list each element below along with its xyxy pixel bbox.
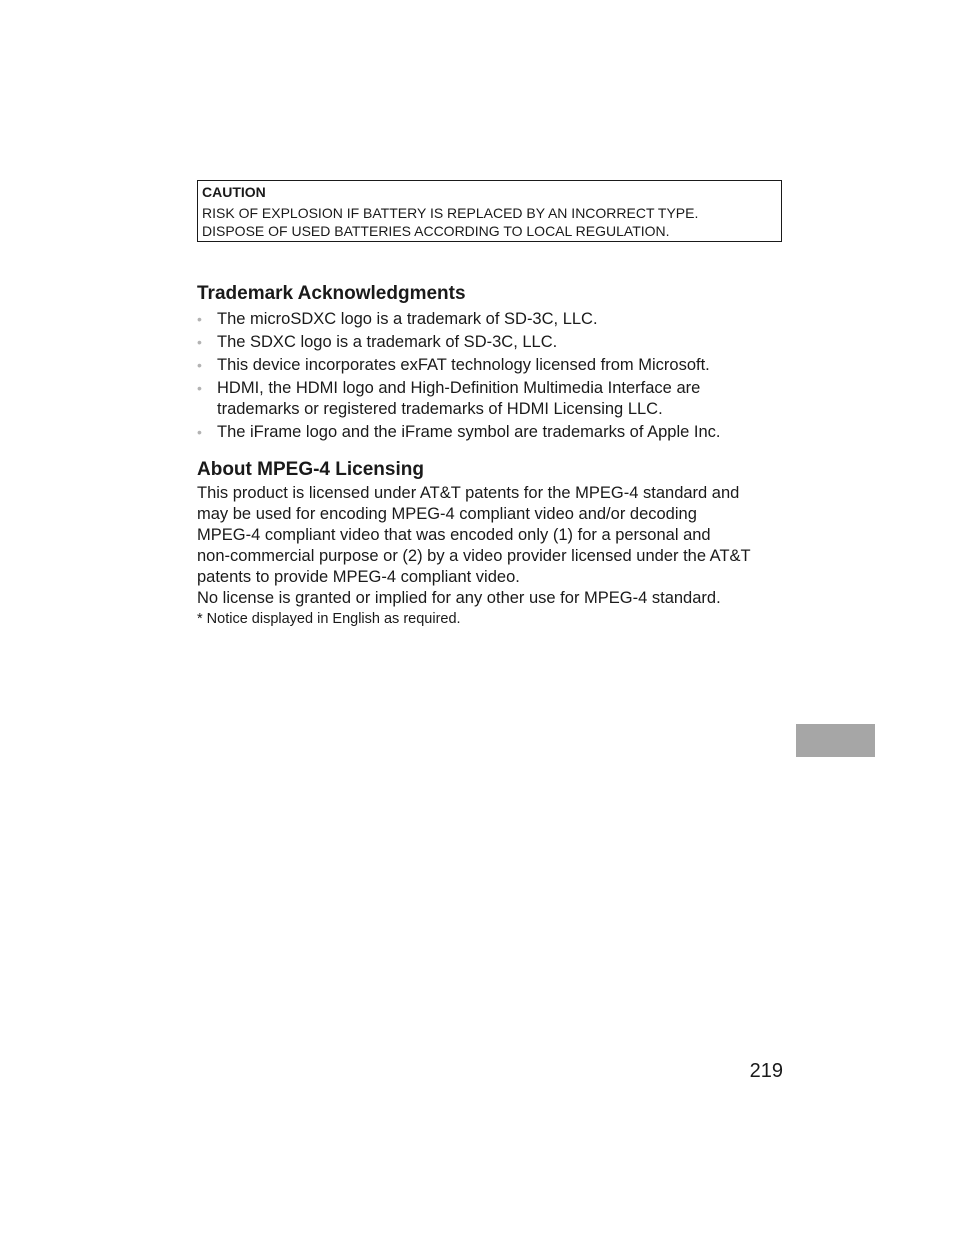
mpeg-body-line: non-commercial purpose or (2) by a video provider licensed under the AT&T [197,547,751,565]
list-item-text: The iFrame logo and the iFrame symbol are trademarks of Apple Inc. [217,423,721,441]
trademark-heading: Trademark Acknowledgments [197,283,466,304]
caution-title: CAUTION [202,184,266,200]
list-item [197,355,787,376]
bullet-icon: • [197,357,202,373]
bullet-icon: • [197,311,202,327]
mpeg-body-line: patents to provide MPEG-4 compliant video. [197,568,520,586]
list-item-text: The microSDXC logo is a trademark of SD-3C, LLC. [217,310,598,328]
list-item-text: The SDXC logo is a trademark of SD-3C, LLC. [217,333,558,351]
section-tab-marker [796,724,875,757]
mpeg-body [197,483,797,609]
mpeg-body-line: MPEG-4 compliant video that was encoded only (1) for a personal and [197,526,711,544]
list-item [197,378,787,420]
footnote: * Notice displayed in English as required. [197,611,461,627]
list-item [197,422,787,443]
caution-line: DISPOSE OF USED BATTERIES ACCORDING TO LOCAL REGULATION. [202,223,670,239]
page-number: 219 [749,1060,783,1082]
list-item [197,309,787,330]
list-item-text: trademarks or registered trademarks of HDMI Licensing LLC. [217,400,663,418]
list-item [197,332,787,353]
bullet-icon: • [197,424,202,440]
list-item-text: HDMI, the HDMI logo and High-Definition Multimedia Interface are [217,379,701,397]
mpeg-heading: About MPEG-4 Licensing [197,459,424,480]
caution-line: RISK OF EXPLOSION IF BATTERY IS REPLACED BY AN INCORRECT TYPE. [202,205,699,221]
list-item-text: This device incorporates exFAT technology licensed from Microsoft. [217,356,710,374]
mpeg-body-line: may be used for encoding MPEG-4 compliant video and/or decoding [197,505,697,523]
caution-box [197,180,782,242]
bullet-icon: • [197,334,202,350]
mpeg-body-line: This product is licensed under AT&T patents for the MPEG-4 standard and [197,484,740,502]
mpeg-body-line: No license is granted or implied for any other use for MPEG-4 standard. [197,589,721,607]
bullet-icon: • [197,380,202,396]
trademark-list [197,309,787,445]
